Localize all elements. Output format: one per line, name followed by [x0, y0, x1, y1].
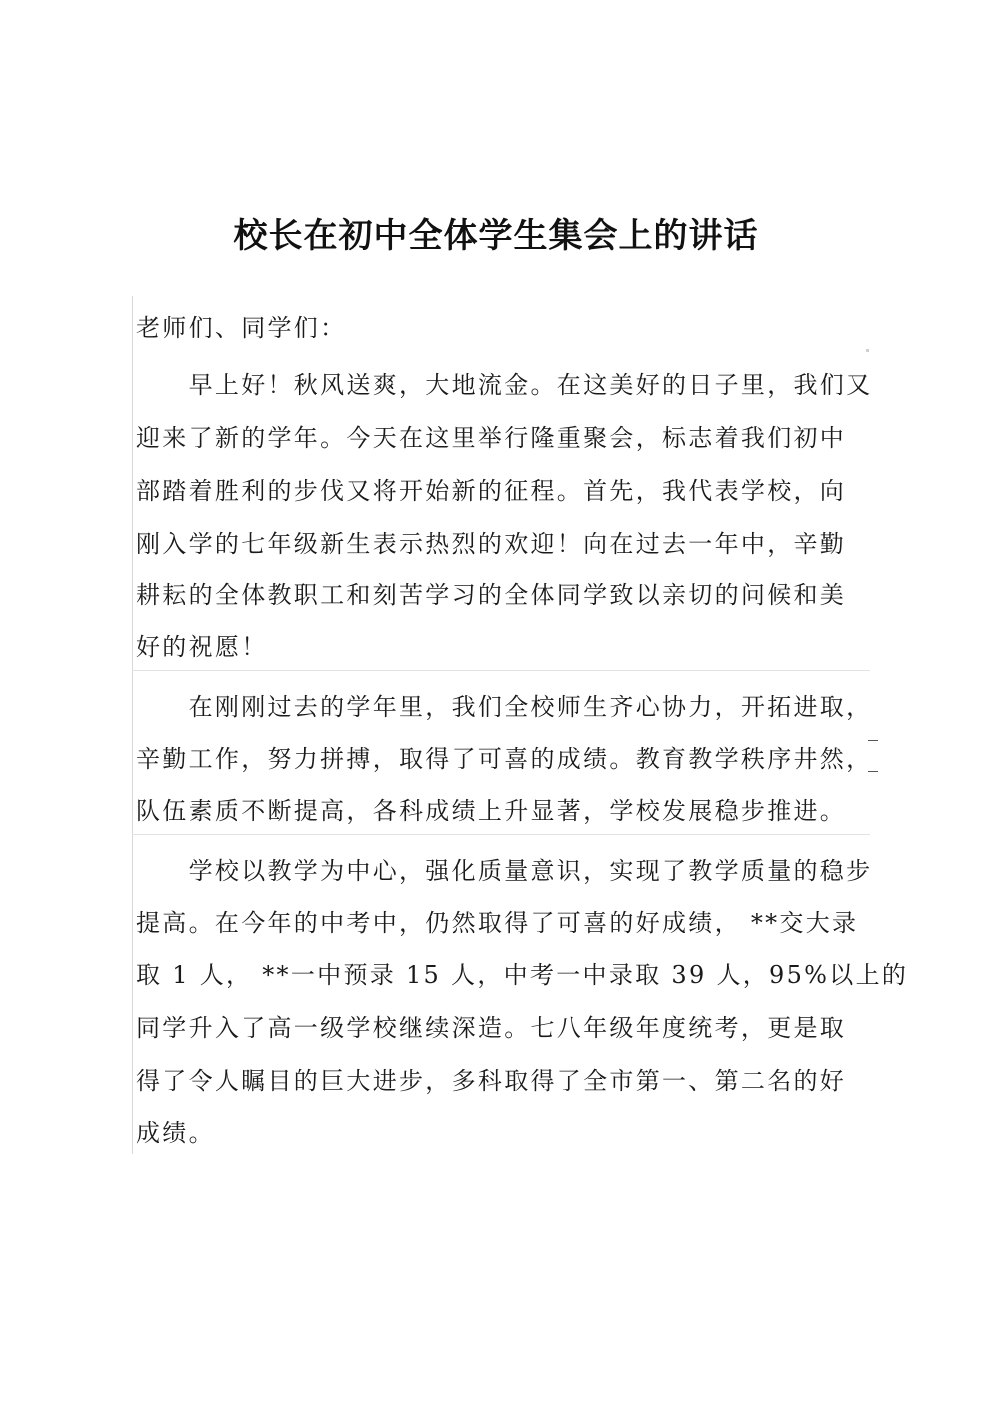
margin-tick-mark [866, 349, 869, 352]
paragraph-divider [132, 670, 870, 671]
body-line: 部踏着胜利的步伐又将开始新的征程。首先，我代表学校，向 [136, 477, 847, 505]
margin-bracket-mark [868, 740, 878, 741]
body-line: 迎来了新的学年。今天在这里举行隆重聚会，标志着我们初中 [136, 424, 847, 452]
body-line: 早上好！秋风送爽，大地流金。在这美好的日子里，我们又 [136, 371, 873, 399]
body-line: 队伍素质不断提高，各科成绩上升显著，学校发展稳步推进。 [136, 797, 847, 825]
body-line: 成绩。 [136, 1119, 215, 1147]
body-line: 学校以教学为中心，强化质量意识，实现了教学质量的稳步 [136, 857, 873, 885]
body-line: 取 1 人， **一中预录 15 人，中考一中录取 39 人，95%以上的 [136, 961, 909, 989]
body-line: 好的祝愿！ [136, 633, 268, 661]
document-title: 校长在初中全体学生集会上的讲话 [233, 216, 759, 256]
paragraph-divider [132, 834, 870, 835]
body-line: 提高。在今年的中考中，仍然取得了可喜的好成绩， **交大录 [136, 909, 859, 937]
body-line: 耕耘的全体教职工和刻苦学习的全体同学致以亲切的问候和美 [136, 581, 847, 609]
body-line: 刚入学的七年级新生表示热烈的欢迎！向在过去一年中，辛勤 [136, 530, 847, 558]
salutation-line: 老师们、同学们： [136, 314, 347, 342]
body-line: 辛勤工作，努力拼搏，取得了可喜的成绩。教育教学秩序井然， [136, 745, 873, 773]
left-margin-rule [132, 296, 133, 1154]
body-line: 得了令人瞩目的巨大进步，多科取得了全市第一、第二名的好 [136, 1067, 847, 1095]
body-line: 同学升入了高一级学校继续深造。七八年级年度统考，更是取 [136, 1014, 847, 1042]
body-line: 在刚刚过去的学年里，我们全校师生齐心协力，开拓进取， [136, 693, 873, 721]
